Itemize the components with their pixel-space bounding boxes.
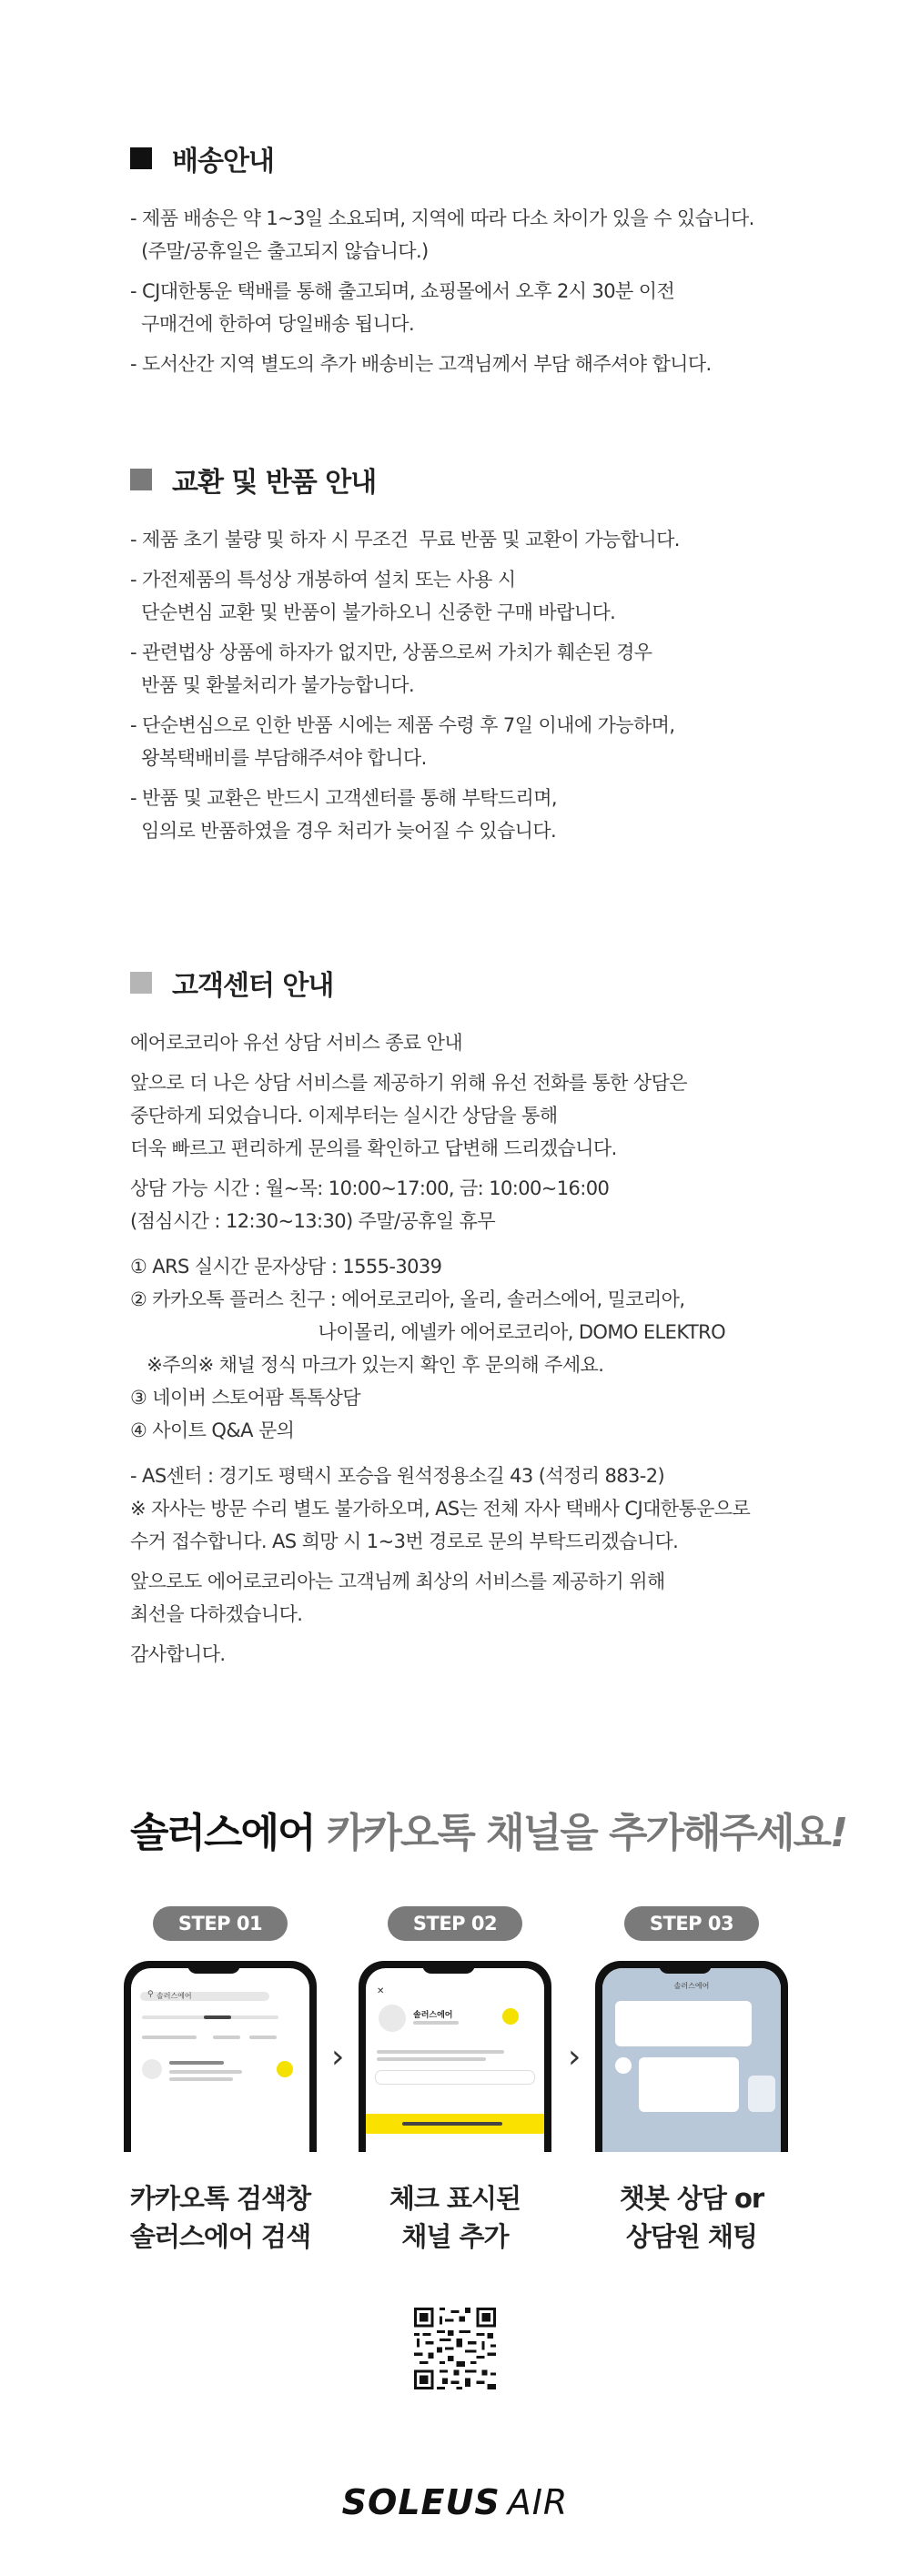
kakao-title-brand: 솔러스에어 (130, 1810, 315, 1856)
cs-closing-line: 최선을 다하겠습니다. (130, 1603, 303, 1625)
shipping-section (130, 138, 822, 380)
step-3 (582, 1906, 801, 2256)
search-icon: ⚲ (147, 1990, 154, 1999)
returns-title: 교환 및 반품 안내 (172, 467, 377, 499)
returns-line: - 가전제품의 특성상 개봉하여 설치 또는 사용 시 (130, 569, 516, 591)
shipping-title: 배송안내 (172, 146, 274, 177)
cs-channel-line: ④ 사이트 Q&A 문의 (130, 1419, 295, 1441)
shipping-line: (주말/공휴일은 출고되지 않습니다.) (130, 240, 429, 262)
phone-mockup: 솔러스에어 (592, 1961, 792, 2152)
cs-channel-line: ※주의※ 채널 정식 마크가 있는지 확인 후 문의해 주세요. (130, 1354, 604, 1376)
cs-channel-line: ③ 네이버 스토어팜 톡톡상담 (130, 1387, 360, 1409)
cs-intro-line: 앞으로 더 나은 상담 서비스를 제공하기 위해 유선 전화를 통한 상담은 (130, 1072, 687, 1094)
chevron-right-icon: › (331, 2038, 345, 2076)
kakao-title-rest: 카카오톡 채널을 추가해주세요 (314, 1810, 831, 1856)
step-label: 카카오톡 검색창 솔러스에어 검색 (129, 2183, 311, 2252)
cs-channel-line: ① ARS 실시간 문자상담 : 1555-3039 (130, 1256, 442, 1278)
step-label: 체크 표시된 채널 추가 (389, 2183, 521, 2252)
returns-line: 임의로 반품하였을 경우 처리가 늦어질 수 있습니다. (130, 820, 557, 842)
returns-line: 반품 및 환불처리가 불가능합니다. (130, 674, 415, 696)
shipping-line: 구매건에 한하여 당일배송 됩니다. (130, 313, 415, 335)
cs-intro-line: 중단하게 되었습니다. 이제부터는 실시간 상담을 통해 (130, 1105, 558, 1126)
cs-hours-line: (점심시간 : 12:30~13:30) 주말/공휴일 휴무 (130, 1210, 496, 1232)
step-label: 챗봇 상담 or 상담원 채팅 (619, 2183, 764, 2252)
cs-channel-line: ② 카카오톡 플러스 친구 : 에어로코리아, 올리, 솔러스에어, 밀코리아, (130, 1288, 685, 1310)
cs-closing-line: 앞으로도 에어로코리아는 고객님께 최상의 서비스를 제공하기 위해 (130, 1571, 665, 1592)
square-bullet-icon (130, 147, 152, 169)
customer-center-section (130, 963, 822, 1671)
square-bullet-icon (130, 469, 152, 490)
kakao-title-mark: ! (830, 1810, 847, 1856)
cs-hours-line: 상담 가능 시간 : 월~목: 10:00~17:00, 금: 10:00~16:00 (130, 1177, 610, 1199)
logo-light: AIR (507, 2482, 569, 2522)
step-badge: STEP 02 (388, 1906, 522, 1941)
returns-header (130, 460, 822, 500)
cs-channel-line: 나이몰리, 에넬카 에어로코리아, DOMO ELEKTRO (130, 1321, 726, 1343)
shipping-line: - 제품 배송은 약 1~3일 소요되며, 지역에 따라 다소 차이가 있을 수 있습니다. (130, 207, 754, 229)
shipping-line: - CJ대한통운 택배를 통해 출고되며, 쇼핑몰에서 오후 2시 30분 이전 (130, 280, 675, 302)
qr-code-icon (414, 2308, 496, 2389)
shipping-header (130, 138, 822, 178)
cs-as-line: ※ 자사는 방문 수리 별도 불가하오며, AS는 전체 자사 택배사 CJ대한통운으로 (130, 1498, 751, 1520)
cs-title: 고객센터 안내 (172, 970, 334, 1002)
cs-as-line: - AS센터 : 경기도 평택시 포승읍 원석정용소길 43 (석정리 883-2) (130, 1465, 665, 1487)
cs-header (130, 963, 822, 1003)
cs-thanks: 감사합니다. (130, 1643, 226, 1665)
returns-section (130, 460, 822, 847)
step-1 (111, 1906, 329, 2256)
logo-bold: SOLEUS (341, 2482, 500, 2522)
returns-line: 단순변심 교환 및 반품이 불가하오니 신중한 구매 바랍니다. (130, 601, 616, 623)
soleus-air-logo (0, 2482, 910, 2522)
phone-mockup: ✕ 솔러스에어 (355, 1961, 555, 2152)
phone-mockup: ⚲ 솔러스에어 (120, 1961, 320, 2152)
cs-as-line: 수거 접수합니다. AS 희망 시 1~3번 경로로 문의 부탁드리겠습니다. (130, 1530, 679, 1552)
returns-line: - 관련법상 상품에 하자가 없지만, 상품으로써 가치가 훼손된 경우 (130, 641, 652, 663)
shipping-line: - 도서산간 지역 별도의 추가 배송비는 고객님께서 부담 해주셔야 합니다. (130, 353, 712, 375)
cs-intro-line: 더욱 빠르고 편리하게 문의를 확인하고 답변해 드리겠습니다. (130, 1137, 617, 1159)
returns-line: - 단순변심으로 인한 반품 시에는 제품 수령 후 7일 이내에 가능하며, (130, 714, 675, 736)
kakao-channel-title (130, 1800, 846, 1858)
close-icon: ✕ (377, 1986, 385, 1996)
step-badge: STEP 01 (153, 1906, 288, 1941)
returns-line: 왕복택배비를 부담해주셔야 합니다. (130, 747, 427, 769)
square-bullet-icon (130, 972, 152, 994)
step-badge: STEP 03 (624, 1906, 759, 1941)
cs-notice: 에어로코리아 유선 상담 서비스 종료 안내 (130, 1032, 463, 1054)
chevron-right-icon: › (568, 2038, 581, 2076)
step-2 (346, 1906, 564, 2256)
returns-line: - 반품 및 교환은 반드시 고객센터를 통해 부탁드리며, (130, 787, 557, 809)
returns-line: - 제품 초기 불량 및 하자 시 무조건 무료 반품 및 교환이 가능합니다. (130, 529, 680, 551)
